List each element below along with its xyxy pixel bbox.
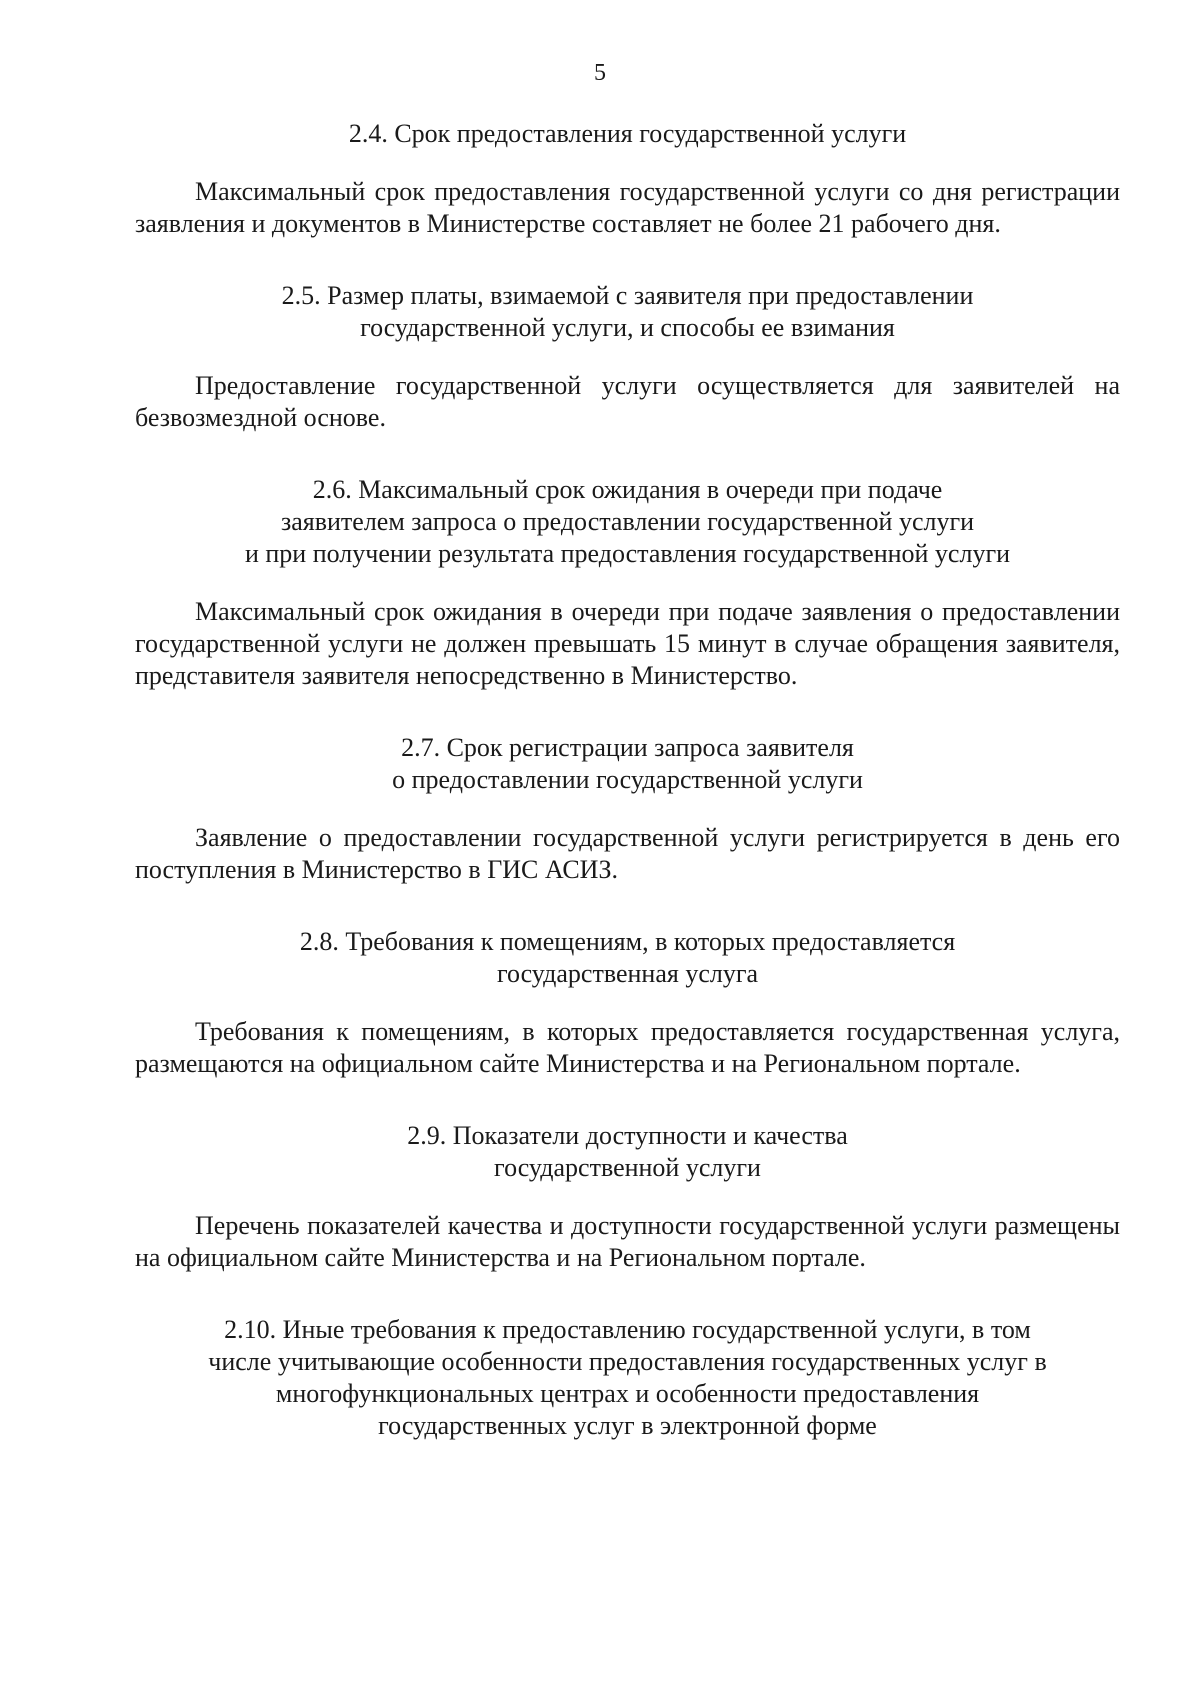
- heading-line: государственной услуги: [494, 1153, 761, 1182]
- heading-line: многофункциональных центрах и особенности предоставления: [275, 1379, 980, 1408]
- heading-line: числе учитывающие особенности предоставления государственных услуг в: [208, 1347, 1047, 1376]
- heading-line: о предоставлении государственной услуги: [392, 765, 863, 794]
- heading-line: 2.10. Иные требования к предоставлению государственной услуги, в том: [224, 1315, 1031, 1344]
- heading-line: государственных услуг в электронной форме: [378, 1411, 877, 1440]
- heading-line: заявителем запроса о предоставлении государственной услуги: [280, 507, 975, 536]
- heading-line: государственной услуги, и способы ее взимания: [360, 313, 895, 342]
- section-body-2-7: Заявление о предоставлении государственной услуги регистрируется в день его поступления в Министерство в ГИС АСИЗ.: [135, 823, 1120, 884]
- section-heading-2-6: [135, 474, 1120, 570]
- heading-line: и при получении результата предоставления государственной услуги: [244, 539, 1011, 568]
- heading-line: государственная услуга: [496, 959, 759, 988]
- heading-line: 2.4. Срок предоставления государственной услуги: [348, 119, 907, 148]
- section-heading-2-10: [135, 1314, 1120, 1442]
- section-body-2-5: Предоставление государственной услуги осуществляется для заявителей на безвозмездной основе.: [135, 371, 1120, 432]
- page-number: 5: [594, 60, 606, 86]
- section-body-2-8: Требования к помещениям, в которых предоставляется государственная услуга, размещаются на официальном сайте Министерства и на Региональном портале.: [135, 1017, 1120, 1078]
- heading-line: 2.7. Срок регистрации запроса заявителя: [401, 733, 854, 762]
- document-content: [135, 118, 1120, 1442]
- section-body-2-6: Максимальный срок ожидания в очереди при подаче заявления о предоставлении государственной услуги не должен превышать 15 минут в случае обращения заявителя, представителя заявителя непосредственно в Министерство.: [135, 597, 1120, 690]
- section-heading-2-5: [135, 280, 1120, 344]
- heading-line: 2.8. Требования к помещениям, в которых предоставляется: [299, 927, 956, 956]
- section-heading-2-9: [135, 1120, 1120, 1184]
- heading-line: 2.9. Показатели доступности и качества: [407, 1121, 848, 1150]
- heading-line: 2.5. Размер платы, взимаемой с заявителя при предоставлении: [281, 281, 974, 310]
- section-heading-2-4: [135, 118, 1120, 150]
- section-heading-2-7: [135, 732, 1120, 796]
- section-body-2-4: Максимальный срок предоставления государственной услуги со дня регистрации заявления и документов в Министерстве составляет не более 21 рабочего дня.: [135, 177, 1120, 238]
- heading-line: 2.6. Максимальный срок ожидания в очереди при подаче: [312, 475, 943, 504]
- section-heading-2-8: [135, 926, 1120, 990]
- section-body-2-9: Перечень показателей качества и доступности государственной услуги размещены на официальном сайте Министерства и на Региональном портале.: [135, 1211, 1120, 1272]
